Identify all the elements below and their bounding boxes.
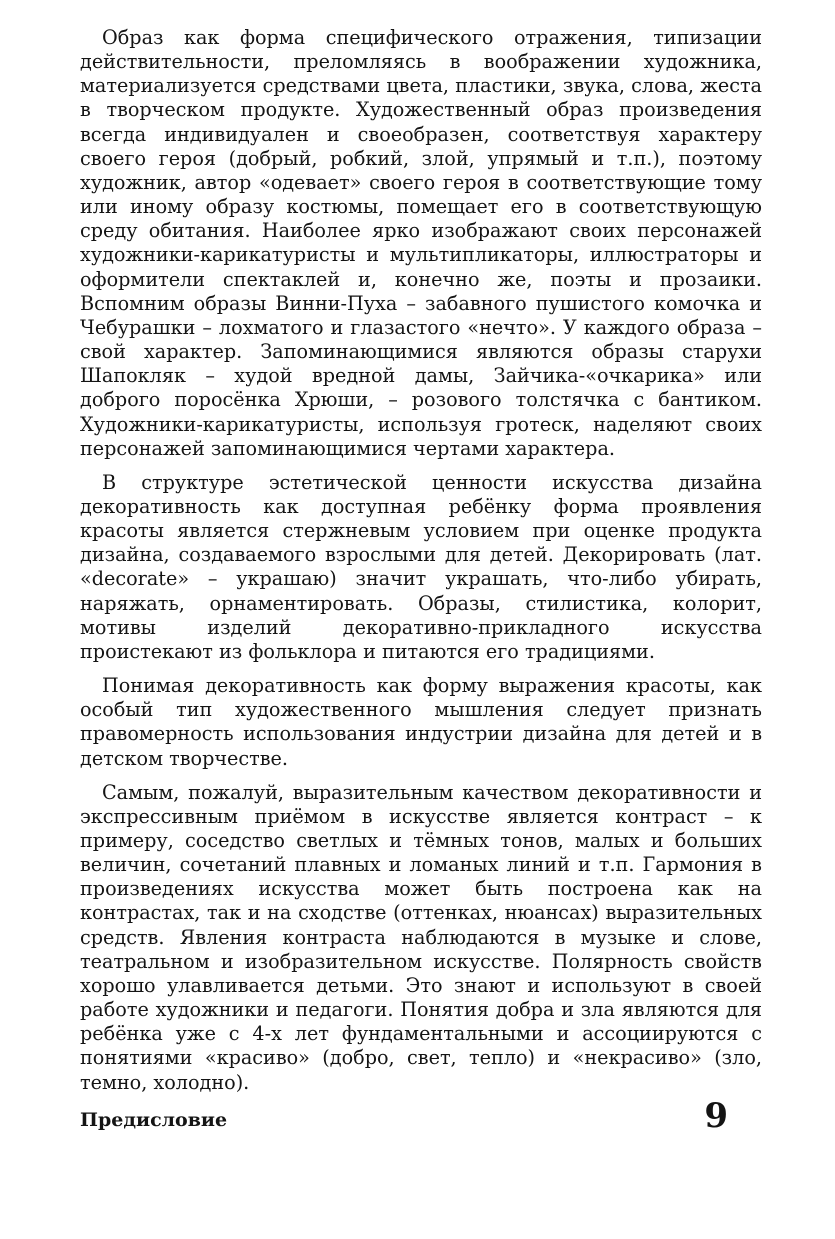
paragraph-4: Самым, пожалуй, выразительным качеством декоративности и экспрессивным приёмом в искусстве является контраст – к примеру, соседство светлых и тёмных тонов, малых и больших величин, сочетаний плавных и ломаных линий и т.п. Гармония в произведениях искусства может быть построена как на контрастах, так и на сходстве (оттенках, нюансах) выразительных средств. Явления контраста наблюдаются в музыке и слове, театральном и изобразительном искусстве. Полярность свойств хорошо улавливается детьми. Это знают и используют в своей работе художники и педагоги. Понятия добра и зла являются для ребёнка уже с 4-х лет фундаментальными и ассоциируются с понятиями «красиво» (добро, свет, тепло) и «некрасиво» (зло, темно, холодно). (80, 780, 762, 1094)
page-footer (80, 1097, 728, 1137)
running-footer-title: Предисловие (80, 1109, 228, 1131)
page-number: 9 (704, 1096, 728, 1136)
paragraph-3: Понимая декоративность как форму выражения красоты, как особый тип художественного мышления следует признать правомерность использования индустрии дизайна для детей и в детском творчестве. (80, 674, 762, 770)
paragraph-1: Образ как форма специфического отражения, типизации действительности, преломляясь в воображении художника, материализуется средствами цвета, пластики, звука, слова, жеста в творческом продукте. Художественный образ произведения всегда индивидуален и своеобразен, соответствуя характеру своего героя (добрый, робкий, злой, упрямый и т.п.), поэтому художник, автор «одевает» своего героя в соответствующие тому или иному образу костюмы, помещает его в соответствующую среду обитания. Наиболее ярко изображают своих персонажей художники-карикатуристы и мультипликаторы, иллюстраторы и оформители спектаклей и, конечно же, поэты и прозаики. Вспомним образы Винни-Пуха – забавного пушистого комочка и Чебурашки – лохматого и глазастого «нечто». У каждого образа – свой характер. Запоминающимися являются образы старухи Шапокляк – худой вредной дамы, Зайчика-«очкарика» или доброго поросёнка Хрюши, – розового толстячка с бантиком. Художники-карикатуристы, используя гротеск, наделяют своих персонажей запоминающимися чертами характера. (80, 26, 762, 460)
paragraph-2: В структуре эстетической ценности искусства дизайна декоративность как доступная ребёнку форма проявления красоты является стержневым условием при оценке продукта дизайна, создаваемого взрослыми для детей. Декорировать (лат. «decorate» – украшаю) значит украшать, что-либо убирать, наряжать, орнаментировать. Образы, стилистика, колорит, мотивы изделий декоративно-прикладного искусства проистекают из фольклора и питаются его традициями. (80, 470, 762, 663)
body-text (80, 26, 762, 1105)
